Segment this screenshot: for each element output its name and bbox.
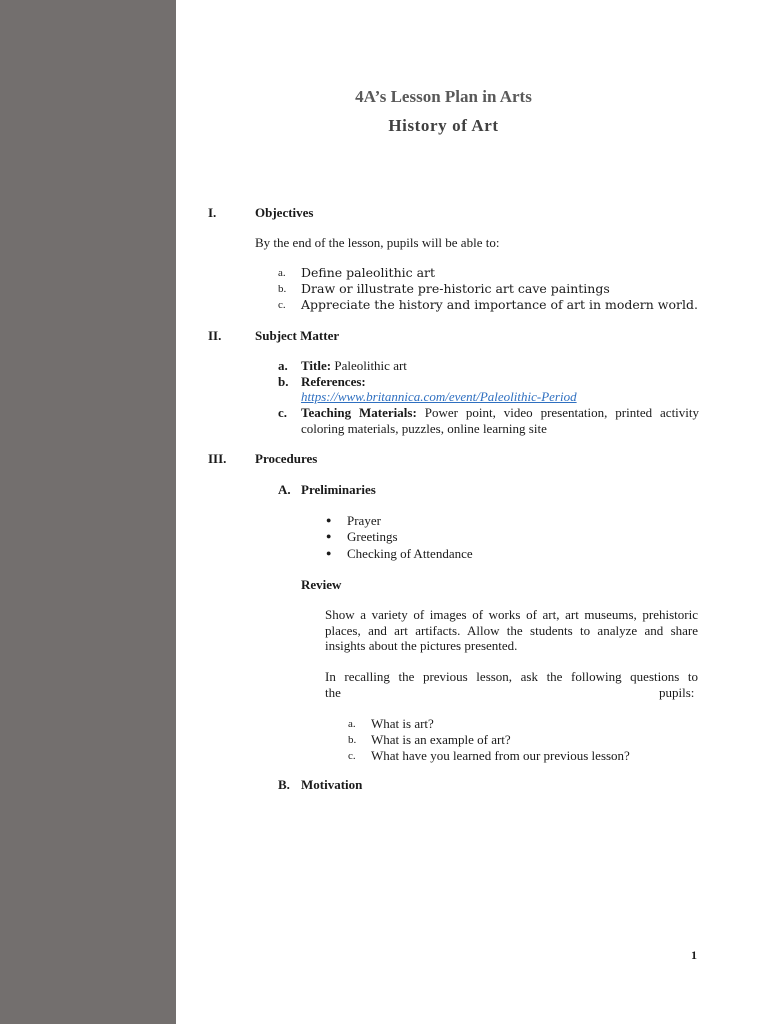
subject-letter: b. <box>278 374 289 389</box>
subject-title-label: Title: <box>301 358 332 373</box>
document-page <box>176 0 768 1024</box>
review-paragraph-2-line-1: In recalling the previous lesson, ask the following questions to <box>325 669 698 684</box>
objective-item: Draw or illustrate pre-historic art cave paintings <box>301 281 610 296</box>
objective-item: Define paleolithic art <box>301 265 436 280</box>
document-title: 4A’s Lesson Plan in Arts <box>355 87 532 106</box>
objective-item: Appreciate the history and importance of art in modern world. <box>301 297 698 312</box>
section-numeral-2: II. <box>208 328 222 343</box>
references-link[interactable]: https://www.britannica.com/event/Paleolithic-Period <box>301 389 577 404</box>
teaching-materials-value: Power point, video presentation, printed activity coloring materials, puzzles, online learning site <box>301 405 700 436</box>
question-letter: c. <box>348 750 356 762</box>
bullet-icon: ● <box>326 515 332 525</box>
section-heading-subject-matter: Subject Matter <box>255 328 340 343</box>
question-letter: a. <box>348 718 356 730</box>
objectives-intro: By the end of the lesson, pupils will be able to: <box>255 235 500 250</box>
section-heading-procedures: Procedures <box>255 451 318 466</box>
review-heading: Review <box>301 577 342 592</box>
section-numeral-3: III. <box>208 451 227 466</box>
bullet-icon: ● <box>326 531 332 541</box>
motivation-letter: B. <box>278 777 290 792</box>
review-question: What is art? <box>371 716 434 731</box>
objective-letter: b. <box>278 283 287 295</box>
review-question: What is an example of art? <box>371 732 511 747</box>
bullet-icon: ● <box>326 548 332 558</box>
teaching-materials-label: Teaching Materials: <box>301 405 417 420</box>
document-subtitle: History of Art <box>388 116 499 135</box>
review-paragraph-2-pupils: pupils: <box>659 685 695 700</box>
subject-letter: a. <box>278 358 288 373</box>
preliminary-item: Checking of Attendance <box>347 546 473 561</box>
objective-letter: c. <box>278 299 286 311</box>
preliminary-item: Greetings <box>347 529 398 544</box>
motivation-heading: Motivation <box>301 777 363 792</box>
subject-letter: c. <box>278 405 288 420</box>
question-letter: b. <box>348 734 357 746</box>
page-number: 1 <box>691 948 697 962</box>
review-question: What have you learned from our previous lesson? <box>371 748 630 763</box>
references-label: References: <box>301 374 366 389</box>
subject-title-value: Paleolithic art <box>334 358 407 373</box>
section-numeral-1: I. <box>208 205 217 220</box>
preliminary-item: Prayer <box>347 513 381 528</box>
left-gray-margin <box>0 0 176 1024</box>
subject-title-row <box>301 358 407 374</box>
review-paragraph-1: Show a variety of images of works of art, art museums, prehistoric places, and art artifacts. Allow the students to analyze and share insights about the pictures presented. <box>325 607 698 653</box>
objective-letter: a. <box>278 267 286 279</box>
teaching-materials <box>301 405 699 436</box>
review-paragraph-2-the: the <box>325 685 341 700</box>
preliminaries-heading: Preliminaries <box>301 482 376 497</box>
section-heading-objectives: Objectives <box>255 205 314 220</box>
preliminaries-letter: A. <box>278 482 291 497</box>
